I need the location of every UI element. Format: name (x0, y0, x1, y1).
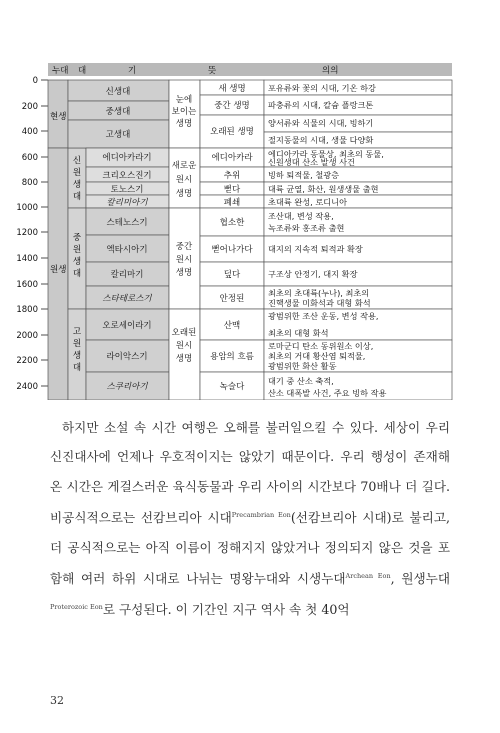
meaning-stretch: 뻗다 (223, 185, 241, 195)
footnote-term-archean: Archean Eon (345, 572, 391, 581)
period-cryogenian: 크리오스진기 (102, 171, 152, 181)
period-ectasian: 엑타시아기 (106, 245, 148, 255)
body-text-3: , 원생누대 (390, 571, 450, 587)
meaning-group-visible: 눈에 보이는 생명 (171, 95, 197, 129)
period-stenian: 스테노스기 (106, 218, 148, 228)
tick-label: 2200 (16, 356, 38, 366)
significance-cell: 로마군디 탄소 동위원소 이상, (268, 341, 374, 351)
period-paleozoic: 고생대 (105, 130, 131, 140)
meaning-extend: 뻗어나가다 (211, 245, 253, 255)
significance-cell: 대지의 지속적 퇴적과 확장 (268, 244, 363, 254)
significance-cell: 산소 대폭발 사건, 주요 빙하 작용 (268, 388, 387, 398)
significance-cell: 진핵생물 미화석과 대형 화석 (268, 298, 371, 308)
meaning-layer: 덮다 (223, 270, 241, 280)
period-siderian: 스쿠리아기 (106, 382, 148, 392)
significance-cell: 광범위한 화산 활동 (268, 361, 337, 371)
body-text-1: 하지만 소설 속 시간 여행은 오해를 불러일으킬 수 있다. 세상이 우리 신진대사에 언제나 우호적이지는 않았기 때문이다. 우리 행성이 존재해 온 시간은 게걸스러운 육식동물과 우리 사이의 시간보다 70배나 더 길다. 비공식적으로는 선캄브리아 시대 (50, 420, 450, 526)
body-paragraph (50, 413, 450, 625)
meaning-cold: 추위 (223, 171, 241, 181)
eon-proterozoic: 원생 (50, 265, 67, 275)
period-calymmian: 칼리미아기 (106, 198, 148, 208)
significance-cell: 대기 중 산소 축적, (268, 376, 334, 386)
meaning-cover: 폐쇄 (223, 198, 241, 208)
meaning-ediacara: 에디아카라 (211, 153, 253, 163)
meaning-group-new: 새로운 원시 생명 (171, 161, 197, 199)
significance-cell: 파충류의 시대, 칼슘 플랑크톤 (268, 100, 374, 110)
significance-cell: 양서류와 식물의 시대, 빙하기 (268, 118, 374, 128)
meaning-branch: 산맥 (223, 321, 241, 331)
eon-phanerozoic: 현생 (50, 112, 67, 122)
period-rhyacian: 라이악스기 (106, 352, 148, 362)
significance-cell: 최초의 초대륙(누나), 최초의 (268, 288, 370, 298)
significance-cell: 최초의 대형 화석 (268, 328, 329, 338)
significance-cell: 초대륙 완성, 로디니아 (268, 197, 347, 207)
period-calymmian2: 칼리마기 (110, 270, 144, 280)
meaning-new-life: 새 생명 (218, 84, 246, 94)
significance-cell: 구조상 안정기, 대지 확장 (268, 269, 358, 279)
significance-cell: 절지동물의 시대, 생물 다양화 (268, 135, 374, 145)
tick-label: 1400 (16, 254, 38, 264)
meaning-middle-life: 중간 생명 (214, 101, 250, 111)
meaning-old-life: 오래된 생명 (210, 127, 254, 137)
tick-label: 800 (21, 178, 38, 188)
tick-label: 1600 (16, 280, 38, 290)
meaning-narrow: 협소한 (219, 218, 245, 228)
significance-cell: 조산대, 변성 작용, (268, 211, 334, 221)
header-period: 대 (78, 66, 87, 76)
period-statherian: 스타테로스기 (102, 294, 152, 304)
significance-cell: 녹조류와 홍조류 출현 (268, 223, 345, 233)
body-text-4: 로 구성된다. 이 기간인 지구 역사 속 첫 40억 (102, 602, 350, 618)
tick-label: 600 (21, 153, 38, 163)
meaning-iron: 녹슬다 (219, 382, 245, 392)
significance-cell: 포유류와 꽃의 시대, 기온 하강 (268, 83, 376, 93)
period-cenozoic: 신생대 (105, 87, 131, 97)
tick-label: 2400 (16, 382, 38, 392)
significance-cell: 최초의 거대 황산염 퇴적물, (268, 351, 366, 361)
significance-cell: 빙하 퇴적물, 철광층 (268, 170, 340, 180)
significance-cell: 대륙 균열, 화산, 원생생물 출현 (268, 184, 379, 194)
era-paleoproterozoic: 고 원 생 대 (72, 327, 82, 373)
tick-label: 1800 (16, 305, 38, 315)
meaning-group-old: 오래된 원시 생명 (171, 328, 197, 364)
meaning-group-middle: 중간 원시 생명 (175, 242, 193, 278)
header-meaning: 뜻 (208, 66, 217, 76)
tick-label: 200 (21, 102, 38, 112)
period-mesozoic: 중생대 (105, 107, 131, 117)
footnote-term-proterozoic: Proterozoic Eon (50, 603, 103, 612)
era-neoproterozoic: 신 원 생 대 (72, 156, 82, 202)
period-ediacaran: 에디아카라기 (102, 153, 152, 163)
body-text-2: (선캄브리아 시대)로 불리고, 더 공식적으로는 아직 이름이 정해지지 않았거나 정의되지 않은 것을 포함해 여러 하위 시대로 나뉘는 명왕누대와 시생누대 (50, 510, 450, 587)
meaning-stable: 안정된 (219, 294, 245, 304)
significance-cell: 에디아카라 동물상, 최초의 동물, (268, 149, 384, 159)
tick-label: 400 (21, 127, 38, 137)
period-orosirian: 오로세이라기 (102, 321, 152, 331)
footnote-term-precambrian: Precambrian Eon (231, 511, 291, 520)
period-tonian: 토노스기 (110, 185, 144, 195)
significance-cell: 광범위한 조산 운동, 변성 작용, (268, 311, 379, 321)
page-number: 32 (50, 694, 64, 707)
header-significance: 의의 (322, 66, 339, 76)
era-mesoproterozoic: 중 원 생 대 (72, 233, 82, 279)
significance-cell: 신원생대 산소 발생 사건 (268, 157, 355, 167)
tick-label: 2000 (16, 331, 38, 341)
tick-label: 0 (32, 76, 38, 86)
meaning-stream: 용암의 흐름 (210, 352, 254, 362)
header-era: 누대 (52, 66, 69, 76)
header-period2: 기 (128, 66, 137, 76)
tick-label: 1200 (16, 228, 38, 238)
tick-label: 1000 (16, 203, 38, 213)
